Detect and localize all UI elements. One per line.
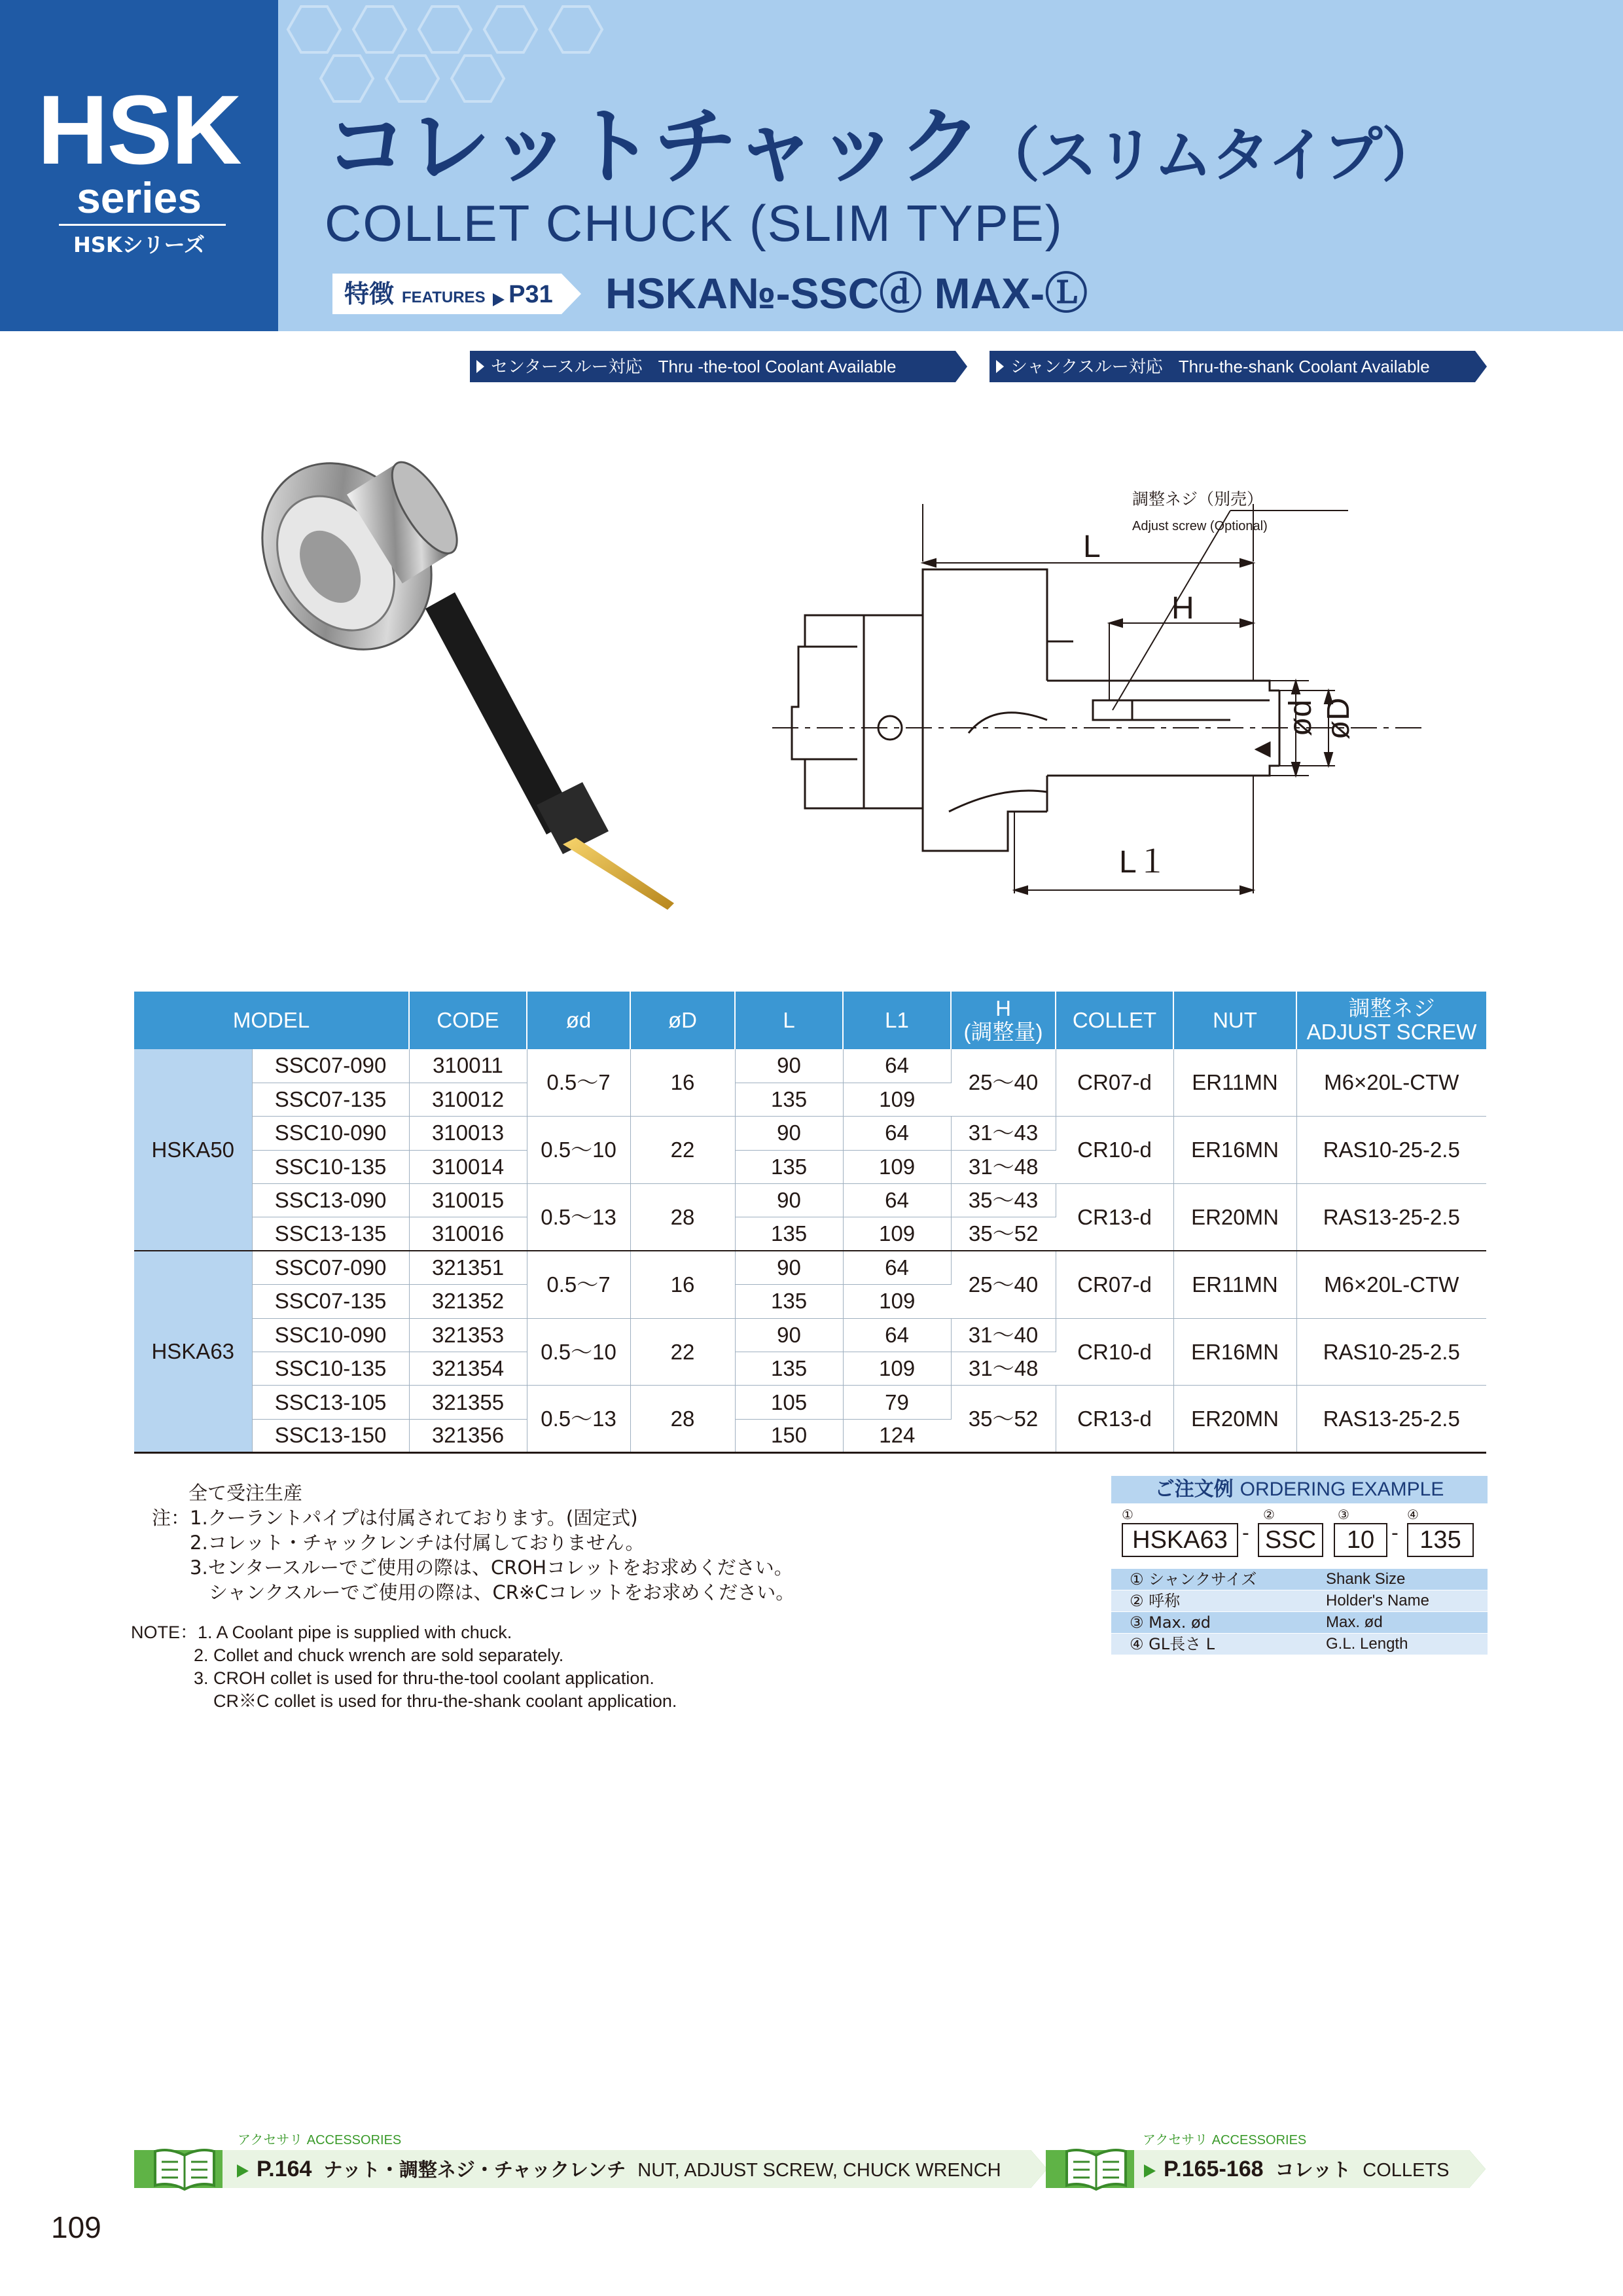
page-title-jp (325, 98, 1439, 205)
coolant-shank-en: Thru-the-shank Coolant Available (1178, 357, 1430, 376)
accessory-link-collets[interactable]: アクセサリ ACCESSORIES P.165-168 コレット COLLETS (1046, 2132, 1486, 2191)
adjust-screw-label-en: Adjust screw (Optional) (1132, 519, 1268, 533)
col-header-collet: COLLET (1056, 992, 1173, 1049)
table-header-row (134, 992, 1486, 1049)
page-title-en: COLLET CHUCK (SLIM TYPE) (325, 194, 1063, 252)
triangle-right-icon (236, 2163, 250, 2179)
col-header-H: H (調整量) (951, 992, 1056, 1049)
shank-cell: HSKA50 (134, 1049, 252, 1251)
features-page: P31 (508, 281, 553, 308)
series-jp: HSKシリーズ (73, 232, 205, 257)
series-divider (59, 224, 226, 226)
legend-row: ② 呼称 Holder's Name (1111, 1590, 1488, 1611)
series-logo: HSK (37, 75, 241, 185)
col-header-code: CODE (409, 992, 527, 1049)
open-book-icon (1060, 2145, 1132, 2191)
coolant-tag-center (470, 351, 967, 382)
page-number: 109 (51, 2210, 101, 2244)
legend-row: ④ GL長さ L G.L. Length (1111, 1634, 1488, 1655)
notes-jp: 全て受注生産 注：1.クーラントパイプは付属されております。(固定式) 2.コレット・チャックレンチは付属しておりません。 3.センタースルーでご使用の際は、CROHコレットをお求めください。 シャンクスルーでご使用の際は、CR※Cコレットをお求めください。 (152, 1482, 795, 1604)
ordering-example: ご注文例 ORDERING EXAMPLE ① ② ③ ④ HSKA63 - SSC 10 - 135 ① シャンクサイズ Shank Size ② 呼称 Holder's Name ③ Max. ød Max. ød ④ GL長さ L G.L. Length (1111, 1476, 1488, 1659)
legend-row: ③ Max. ød Max. ød (1111, 1612, 1488, 1633)
table-row: SSC10-090 310013 0.5〜10 22 90 64 31〜43 CR10-d ER16MN RAS10-25-2.5 (134, 1117, 1486, 1150)
features-link[interactable] (332, 274, 581, 314)
ordering-title: ご注文例 ORDERING EXAMPLE (1111, 1476, 1488, 1503)
table-row: SSC07-135 321352 135 109 (134, 1285, 1486, 1318)
table-row: SSC13-135 310016 135 109 35〜52 (134, 1217, 1486, 1251)
table-row: SSC10-090 321353 0.5〜10 22 90 64 31〜40 CR10-d ER16MN RAS10-25-2.5 (134, 1318, 1486, 1352)
coolant-center-en: Thru -the-tool Coolant Available (658, 357, 897, 376)
technical-drawing (772, 484, 1440, 903)
col-header-D: øD (630, 992, 735, 1049)
dim-label-H: H (1171, 591, 1194, 626)
title-sub: （スリムタイプ） (980, 121, 1440, 190)
title-main: コレットチャック (325, 98, 981, 196)
spec-table (134, 992, 1486, 1454)
dim-label-L: L (1083, 529, 1101, 564)
model-format: HSKA№-SSCⓓ MAX-Ⓛ (605, 269, 1088, 317)
col-header-L: L (735, 992, 843, 1049)
table-row: SSC13-105 321355 0.5〜13 28 105 79 35〜52 CR13-d ER20MN RAS13-25-2.5 (134, 1386, 1486, 1419)
triangle-right-icon (491, 292, 506, 308)
col-header-adjust-screw: 調整ネジ ADJUST SCREW (1296, 992, 1486, 1049)
accessory-link-nut[interactable]: アクセサリ ACCESSORIES P.164 ナット・調整ネジ・チャックレンチ NUT, ADJUST SCREW, CHUCK WRENCH (134, 2132, 1047, 2191)
col-header-d: ød (527, 992, 630, 1049)
coolant-tag-shank (990, 351, 1487, 382)
shank-cell: HSKA63 (134, 1251, 252, 1452)
table-row: SSC13-150 321356 150 124 (134, 1419, 1486, 1452)
features-en: FEATURES (402, 289, 486, 306)
col-header-L1: L1 (843, 992, 951, 1049)
dim-label-d: ød (1283, 699, 1318, 736)
dim-label-D: øD (1321, 698, 1356, 740)
table-row: SSC13-090 310015 0.5〜13 28 90 64 35〜43 CR13-d ER20MN RAS13-25-2.5 (134, 1184, 1486, 1217)
notes-en: NOTE：1. A Coolant pipe is supplied with chuck. 2. Collet and chuck wrench are sold separately. 3. CROH collet is used for thru-the-tool coolant application. CR※C collet is used for thru-the-shank coolant application. (131, 1623, 677, 1711)
col-header-model: MODEL (134, 992, 409, 1049)
coolant-center-jp: センタースルー対応 (491, 357, 643, 377)
features-jp: 特徴 (344, 279, 395, 308)
order-part-shank: HSKA63 (1122, 1523, 1238, 1557)
table-row: SSC10-135 310014 135 109 31〜48 (134, 1150, 1486, 1183)
product-photo (229, 452, 700, 910)
coolant-shank-jp: シャンクスルー対応 (1010, 357, 1163, 377)
order-part-diameter: 10 (1334, 1523, 1387, 1557)
table-row: HSKA50 SSC07-090 310011 0.5〜7 16 90 64 25〜40 CR07-d ER11MN M6×20L-CTW (134, 1049, 1486, 1083)
series-badge (0, 0, 278, 331)
adjust-screw-label-jp: 調整ネジ（別売） (1132, 490, 1264, 509)
table-row: HSKA63 SSC07-090 321351 0.5〜7 16 90 64 25〜40 CR07-d ER11MN M6×20L-CTW (134, 1251, 1486, 1284)
open-book-icon (149, 2145, 221, 2191)
series-word: series (77, 173, 202, 222)
table-row: SSC10-135 321354 135 109 31〜48 (134, 1352, 1486, 1386)
triangle-right-icon (1143, 2163, 1157, 2179)
legend-row: ① シャンクサイズ Shank Size (1111, 1569, 1488, 1590)
dim-label-L1: L１ (1119, 845, 1168, 880)
order-part-name: SSC (1258, 1523, 1323, 1557)
table-row: SSC07-135 310012 135 109 (134, 1083, 1486, 1116)
col-header-nut: NUT (1173, 992, 1296, 1049)
order-part-length: 135 (1407, 1523, 1474, 1557)
